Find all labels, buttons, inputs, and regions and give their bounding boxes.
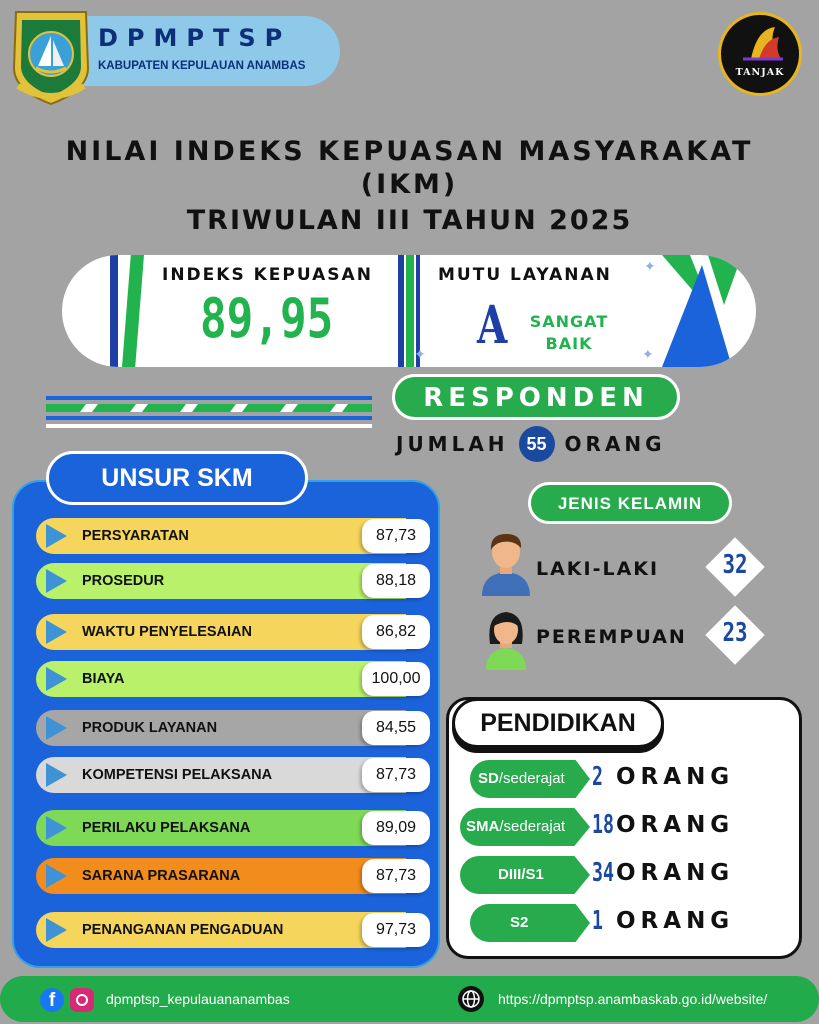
respondents-label: RESPONDEN — [423, 383, 649, 413]
unsur-row-label: PROSEDUR — [82, 573, 165, 589]
education-row — [470, 760, 770, 798]
quality-grade: A — [477, 295, 508, 356]
play-triangle-icon — [46, 864, 67, 888]
page-period: TRIWULAN III TAHUN 2025 — [186, 205, 633, 236]
unsur-row-value: 87,73 — [362, 859, 430, 893]
unsur-row — [36, 710, 431, 746]
female-avatar-icon — [478, 604, 534, 670]
education-row — [470, 904, 770, 942]
play-triangle-icon — [46, 716, 67, 740]
index-label: INDEKS KEPUASAN — [162, 265, 373, 285]
gender-title: JENIS KELAMIN — [528, 482, 732, 524]
stripe-decoration-icon — [46, 396, 372, 430]
unsur-row-value: 84,55 — [362, 711, 430, 745]
education-row — [460, 808, 760, 846]
education-level: S2 — [510, 914, 529, 931]
sparkle-icon: ✦ — [644, 259, 656, 275]
facebook-icon[interactable]: f — [40, 988, 64, 1012]
regency-emblem-icon — [8, 6, 94, 108]
unsur-row-value: 87,73 — [362, 758, 430, 792]
education-unit: ORANG — [616, 860, 735, 886]
quality-label: MUTU LAYANAN — [438, 265, 612, 285]
respondents-suffix: ORANG — [564, 432, 666, 456]
female-count: 23 — [722, 618, 748, 648]
play-triangle-icon — [46, 918, 67, 942]
play-triangle-icon — [46, 524, 67, 548]
unsur-row-label: WAKTU PENYELESAIAN — [82, 624, 252, 640]
respondents-count: 55 — [519, 426, 555, 462]
male-label: LAKI-LAKI — [536, 558, 660, 580]
unsur-row-label: PENANGANAN PENGADUAN — [82, 922, 284, 938]
unsur-row-label: PERSYARATAN — [82, 528, 189, 544]
unsur-row-value: 89,09 — [362, 811, 430, 845]
sparkle-icon: ✦ — [642, 347, 654, 363]
unsur-row-label: SARANA PRASARANA — [82, 868, 241, 884]
unsur-row-label: KOMPETENSI PELAKSANA — [82, 767, 273, 783]
unsur-row-label: BIAYA — [82, 671, 125, 687]
unsur-row — [36, 614, 431, 650]
play-triangle-icon — [46, 667, 67, 691]
tanjak-text: TANJAK — [735, 67, 785, 78]
index-value: 89,95 — [200, 287, 334, 350]
unsur-row-value: 87,73 — [362, 519, 430, 553]
triangle-decoration-icon — [662, 255, 756, 367]
tanjak-logo-icon — [721, 19, 799, 69]
education-level: SMA/sederajat — [466, 818, 566, 835]
unsur-row-label: PRODUK LAYANAN — [82, 720, 218, 736]
female-label: PEREMPUAN — [536, 626, 687, 648]
unsur-row — [36, 858, 431, 894]
education-count: 2 — [592, 762, 603, 792]
education-level: DIII/S1 — [498, 866, 544, 883]
education-unit: ORANG — [616, 908, 735, 934]
education-unit: ORANG — [616, 764, 735, 790]
unsur-row-value: 86,82 — [362, 615, 430, 649]
org-name: DPMPTSP — [98, 24, 292, 52]
website-link[interactable]: https://dpmptsp.anambaskab.go.id/website/ — [498, 991, 768, 1007]
education-count: 18 — [592, 810, 614, 840]
unsur-row — [36, 810, 431, 846]
education-unit: ORANG — [616, 812, 735, 838]
education-level: SD/sederajat — [478, 770, 565, 787]
instagram-icon[interactable] — [70, 988, 94, 1012]
education-row — [460, 856, 760, 894]
education-level-pill — [470, 904, 590, 942]
education-count: 1 — [592, 906, 603, 936]
unsur-row — [36, 912, 431, 948]
respondents-pill — [392, 374, 680, 420]
play-triangle-icon — [46, 763, 67, 787]
page-title: NILAI INDEKS KEPUASAN MASYARAKAT — [65, 136, 754, 167]
unsur-row-value: 97,73 — [362, 913, 430, 947]
education-count: 34 — [592, 858, 614, 888]
unsur-row — [36, 661, 431, 697]
tanjak-badge — [718, 12, 802, 96]
play-triangle-icon — [46, 569, 67, 593]
male-avatar-icon — [478, 530, 534, 596]
sparkle-icon: ✦ — [414, 347, 426, 363]
score-card — [62, 255, 756, 367]
education-title: PENDIDIKAN — [452, 698, 664, 748]
social-handle-link[interactable]: dpmptsp_kepulauananambas — [106, 991, 290, 1007]
unsur-row-value: 88,18 — [362, 564, 430, 598]
unsur-row — [36, 518, 431, 554]
respondents-count-row — [396, 428, 666, 460]
male-count: 32 — [722, 550, 748, 580]
respondents-prefix: JUMLAH — [396, 432, 509, 456]
quality-description: SANGAT BAIK — [529, 312, 609, 353]
unsur-row-value: 100,00 — [362, 662, 430, 696]
unsur-skm-title: UNSUR SKM — [46, 451, 308, 505]
unsur-row — [36, 563, 431, 599]
play-triangle-icon — [46, 816, 67, 840]
page-title-abbr: (IKM) — [360, 169, 459, 200]
play-triangle-icon — [46, 620, 67, 644]
unsur-row — [36, 757, 431, 793]
unsur-row-label: PERILAKU PELAKSANA — [82, 820, 251, 836]
globe-icon — [458, 986, 484, 1012]
org-subtitle: KABUPATEN KEPULAUAN ANAMBAS — [98, 60, 306, 72]
